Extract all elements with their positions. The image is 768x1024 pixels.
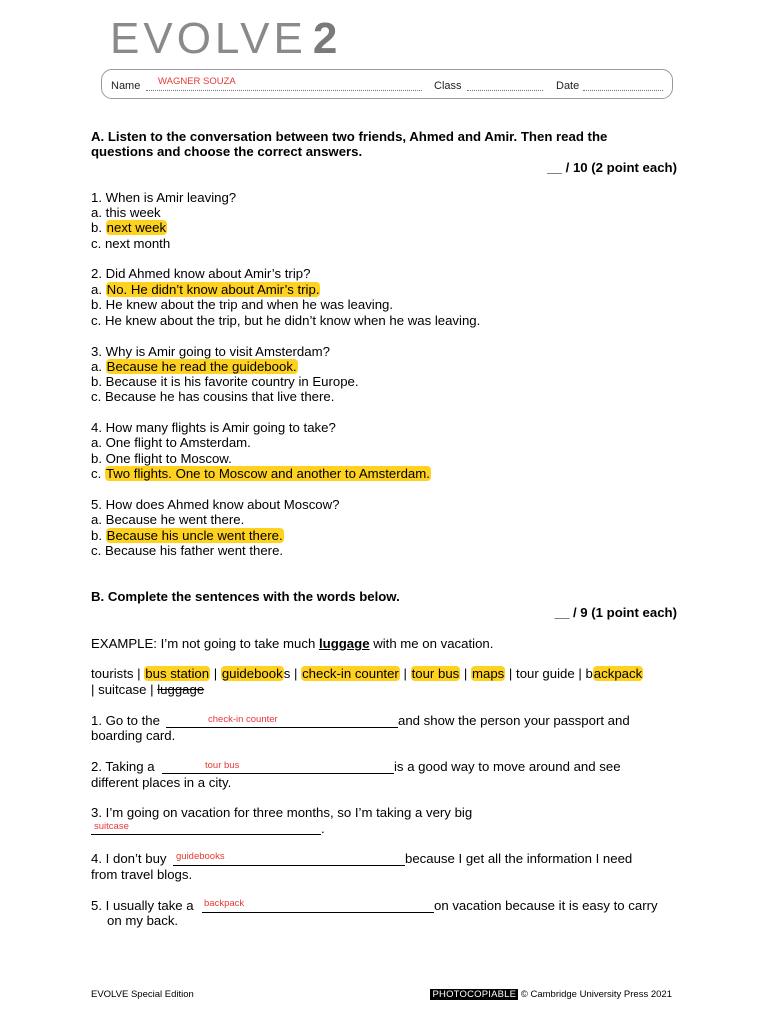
sentence-1-end: and show the person your passport and — [398, 713, 630, 728]
option-1c[interactable]: c. next month — [91, 236, 171, 251]
sentence-1-line-2: boarding card. — [91, 728, 176, 743]
sentence-5-end: on vacation because it is easy to carry — [434, 898, 658, 913]
word-backpack: ackpack — [593, 666, 643, 681]
sentence-1: 1. Go to the — [91, 713, 160, 728]
word-bank-line-2: | suitcase | luggage — [91, 682, 205, 697]
word-tour-bus: tour bus — [411, 666, 460, 681]
section-a-instruction-2: questions and choose the correct answers. — [91, 144, 363, 159]
option-3a-selected[interactable]: a. Because he read the guidebook. — [91, 359, 297, 374]
sentence-5-blank[interactable] — [202, 912, 434, 913]
sentence-3-answer: suitcase — [94, 821, 129, 832]
sentence-5-line-2: on my back. — [107, 913, 179, 928]
option-4a[interactable]: a. One flight to Amsterdam. — [91, 435, 251, 450]
word-tour-guide: tour guide — [516, 666, 575, 681]
word-maps: maps — [472, 666, 505, 681]
example-sentence: EXAMPLE: I’m not going to take much luggage with me on vacation. — [91, 636, 494, 651]
question-2: 2. Did Ahmed know about Amir’s trip? — [91, 266, 311, 281]
option-3b[interactable]: b. Because it is his favorite country in Europe. — [91, 374, 359, 389]
photocopiable-badge: PHOTOCOPIABLE — [432, 989, 517, 1000]
option-2a-selected[interactable]: a. No. He didn’t know about Amir’s trip. — [91, 282, 320, 297]
word-checkin-counter: check-in counter — [302, 666, 399, 681]
sentence-2-line-2: different places in a city. — [91, 775, 232, 790]
option-5c[interactable]: c. Because his father went there. — [91, 543, 284, 558]
word-bus-station: bus station — [145, 666, 210, 681]
date-label: Date — [556, 80, 580, 92]
class-label: Class — [434, 80, 462, 92]
sentence-4-answer: guidebooks — [176, 851, 225, 862]
option-5b-selected[interactable]: b. Because his uncle went there. — [91, 528, 283, 543]
sentence-2-answer: tour bus — [205, 760, 240, 771]
option-4c-selected[interactable]: c. Two flights. One to Moscow and another to Amsterdam. — [91, 466, 430, 481]
answer-highlight: Because his uncle went there. — [106, 528, 283, 543]
option-2b[interactable]: b. He knew about the trip and when he was leaving. — [91, 297, 394, 312]
section-b-instruction: B. Complete the sentences with the words below. — [91, 589, 400, 604]
sentence-1-answer: check-in counter — [208, 714, 278, 725]
name-label: Name — [111, 80, 141, 92]
answer-highlight: next week — [106, 220, 167, 235]
word-suitcase: suitcase — [98, 682, 147, 697]
option-4b[interactable]: b. One flight to Moscow. — [91, 451, 232, 466]
option-3c[interactable]: c. Because he has cousins that live there. — [91, 389, 335, 404]
word-guidebooks: guidebook — [221, 666, 283, 681]
question-4: 4. How many flights is Amir going to take? — [91, 420, 336, 435]
option-1a[interactable]: a. this week — [91, 205, 161, 220]
section-a-instruction: A. Listen to the conversation between two friends, Ahmed and Amir. Then read the — [91, 129, 608, 144]
answer-highlight: Because he read the guidebook. — [106, 359, 297, 374]
example-word: luggage — [318, 636, 370, 651]
sentence-1-blank[interactable] — [166, 727, 398, 728]
section-b-score: __ / 9 (1 point each) — [554, 605, 677, 620]
word-bank: tourists | bus station | guidebooks | check-in counter | tour bus | maps | tour guide | backpack — [91, 666, 643, 681]
sentence-4-end: because I get all the information I need — [405, 851, 633, 866]
option-2c[interactable]: c. He knew about the trip, but he didn’t know when he was leaving. — [91, 313, 481, 328]
question-1: 1. When is Amir leaving? — [91, 190, 237, 205]
footer-edition: EVOLVE Special Edition — [91, 989, 194, 1000]
sentence-3-blank[interactable] — [91, 834, 321, 835]
footer-copyright: PHOTOCOPIABLE © Cambridge University Press 2021 — [432, 989, 672, 1000]
sentence-3-end: . — [321, 821, 325, 836]
answer-highlight: No. He didn’t know about Amir’s trip. — [106, 282, 320, 297]
name-field[interactable] — [146, 90, 422, 91]
name-value: WAGNER SOUZA — [158, 76, 236, 87]
answer-highlight: Two flights. One to Moscow and another to Amsterdam. — [105, 466, 430, 481]
date-field[interactable] — [583, 90, 663, 91]
word-tourists: tourists — [91, 666, 134, 681]
sentence-2: 2. Taking a — [91, 759, 155, 774]
sentence-5: 5. I usually take a — [91, 898, 194, 913]
evolve-logo: EVOLVE 2 — [110, 14, 341, 63]
section-a-score: __ / 10 (2 point each) — [547, 160, 677, 175]
option-5a[interactable]: a. Because he went there. — [91, 512, 245, 527]
sentence-3: 3. I’m going on vacation for three months, so I’m taking a very big — [91, 805, 473, 820]
sentence-4: 4. I don’t buy — [91, 851, 167, 866]
question-3: 3. Why is Amir going to visit Amsterdam? — [91, 344, 330, 359]
sentence-2-end: is a good way to move around and see — [394, 759, 621, 774]
sentence-4-blank[interactable] — [173, 865, 405, 866]
student-info-box — [101, 69, 673, 99]
sentence-2-blank[interactable] — [162, 773, 394, 774]
sentence-4-line-2: from travel blogs. — [91, 867, 193, 882]
class-field[interactable] — [467, 90, 543, 91]
option-1b-selected[interactable]: b. next week — [91, 220, 167, 235]
question-5: 5. How does Ahmed know about Moscow? — [91, 497, 340, 512]
word-luggage: luggage — [157, 682, 205, 697]
sentence-5-answer: backpack — [204, 898, 245, 909]
